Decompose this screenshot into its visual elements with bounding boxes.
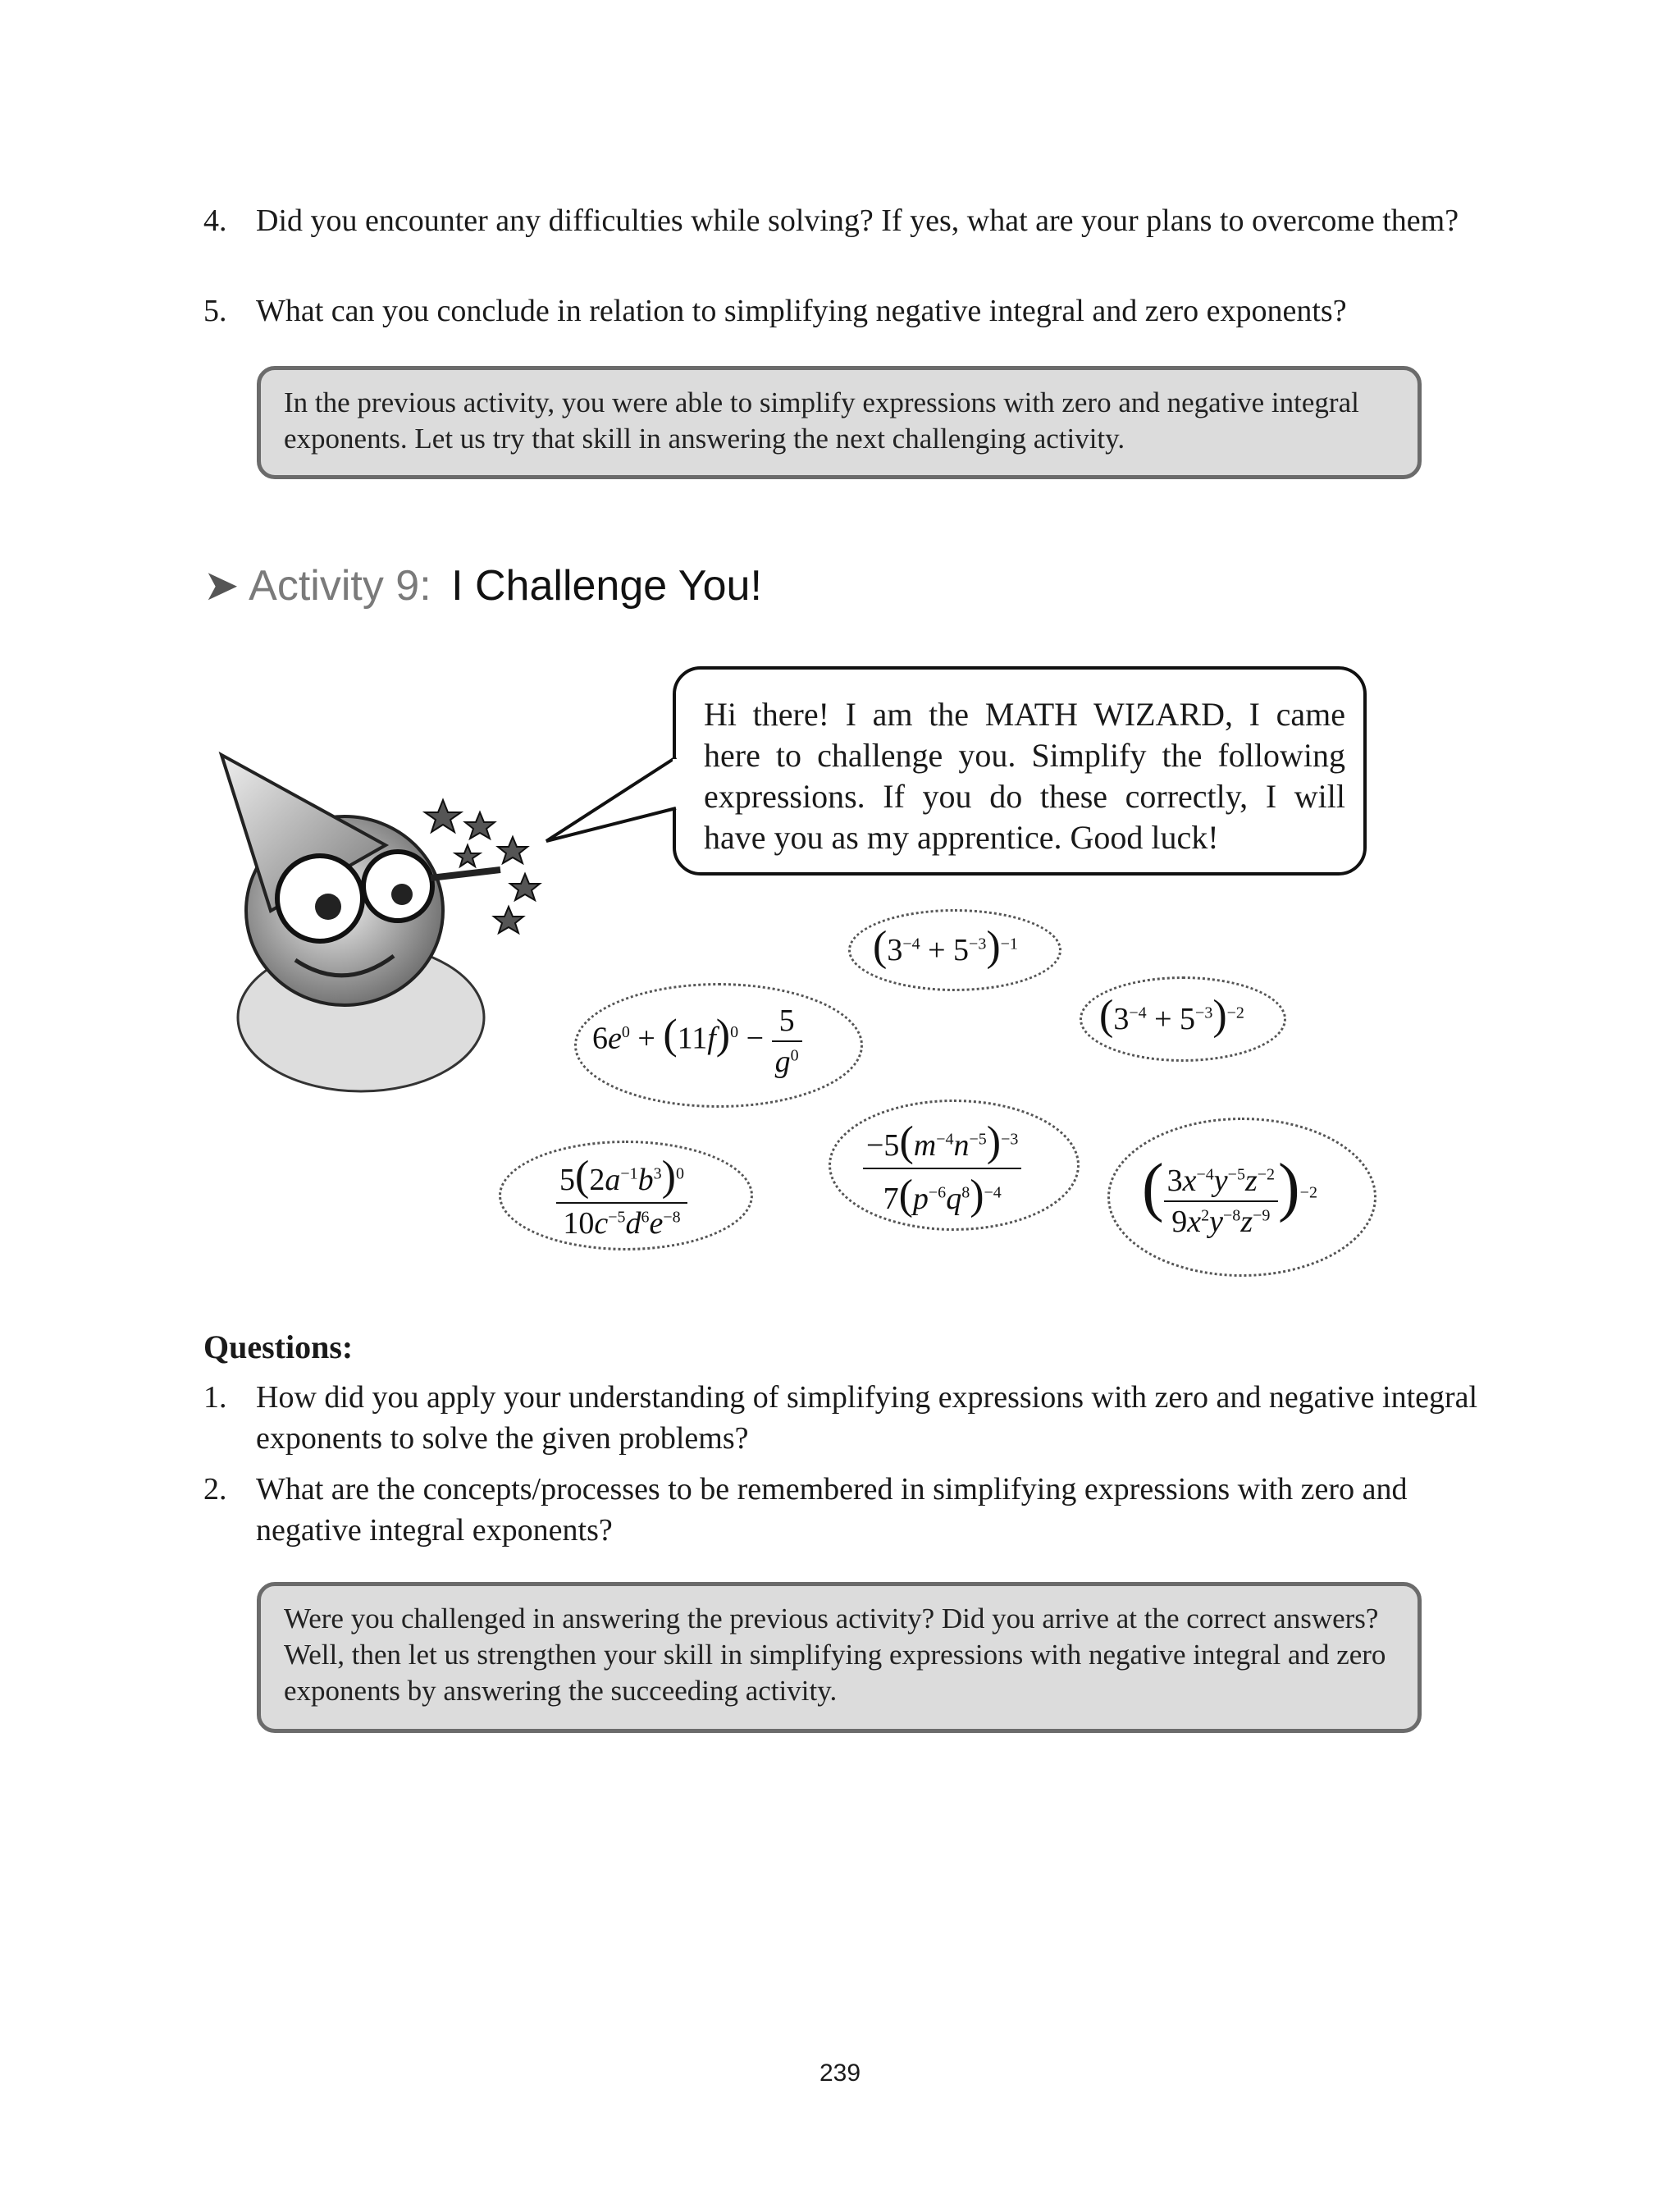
- question-4: [203, 200, 1491, 241]
- note-box-intro: In the previous activity, you were able to simplify expressions with zero and negative integral exponents. Let us try that skill in answering the next challenging activity.: [257, 366, 1422, 479]
- question-5: [203, 290, 1491, 331]
- expression-5: $\frac{-5(m^{-4}n^{-5})^{-3}}{7(p^{-6}q^8)^{-4}}$: [863, 1118, 1021, 1219]
- wizard-illustration: [197, 722, 582, 1100]
- question-text: How did you apply your understanding of simplifying expressions with zero and negative integral exponents to solve the given problems?: [256, 1380, 1478, 1456]
- speech-bubble: Hi there! I am the MATH WIZARD, I came here to challenge you. Simplify the following expressions. If you do these correctly, I will have you as my apprentice. Good luck!: [673, 666, 1367, 876]
- question-2: [203, 1469, 1491, 1551]
- activity-label: Activity 9:: [249, 562, 431, 610]
- arrow-icon: ➤: [203, 562, 240, 610]
- question-text: Did you encounter any difficulties while solving? If yes, what are your plans to overcome them?: [256, 203, 1459, 238]
- page-number: 239: [819, 2060, 861, 2087]
- expression-1: $(3^{-4} + 5^{-3})^{-1}$: [873, 923, 1018, 970]
- expression-2: $(3^{-4} + 5^{-3})^{-2}$: [1099, 992, 1244, 1039]
- question-text: What can you conclude in relation to simplifying negative integral and zero exponents?: [256, 294, 1347, 328]
- question-number: 1.: [203, 1380, 227, 1415]
- activity-heading: [203, 561, 762, 610]
- questions-heading: Questions:: [203, 1328, 354, 1365]
- question-number: 4.: [203, 203, 227, 238]
- bubble-tail: [541, 751, 681, 849]
- note-box-transition: Were you challenged in answering the previous activity? Did you arrive at the correct answers? Well, then let us strengthen your skill in simplifying expressions with negative integral and zero exponents by answering the succeeding activity.: [257, 1582, 1422, 1733]
- question-1: [203, 1377, 1491, 1459]
- expression-3: $6e^0 + (11f)^0$ − $\frac{5}{g^0}$: [592, 1003, 802, 1080]
- question-number: 5.: [203, 294, 227, 328]
- activity-title: I Challenge You!: [451, 562, 762, 610]
- expression-6: ( $\frac{3x^{-4}y^{-5}z^{-2}}{9x^2y^{-8}z^{-9}}$ )$^{-2}$: [1142, 1151, 1317, 1240]
- question-text: What are the concepts/processes to be remembered in simplifying expressions with zero and negative integral exponents?: [256, 1472, 1408, 1548]
- expression-4: $\frac{5(2a^{-1}b^3)^0}{10c^{-5}d^6e^{-8}}$: [556, 1152, 687, 1241]
- question-number: 2.: [203, 1472, 227, 1506]
